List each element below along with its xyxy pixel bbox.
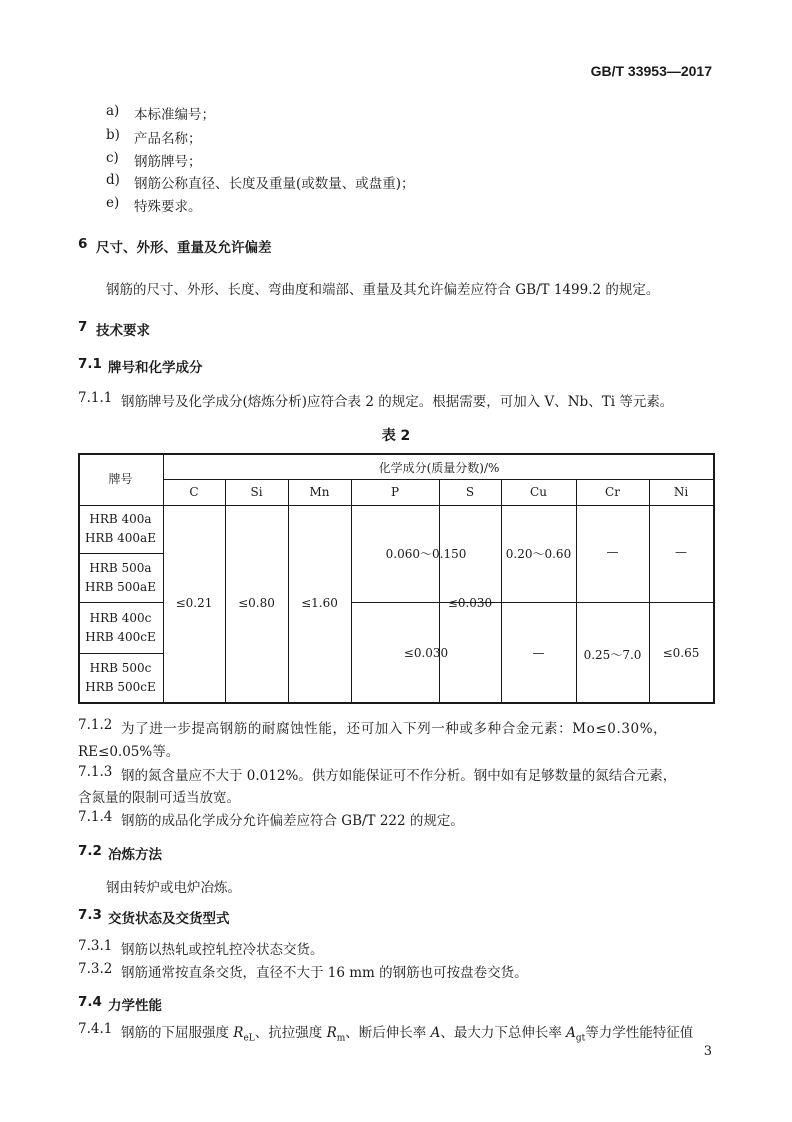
grade-hrb500ce: HRB 500cE — [85, 680, 156, 694]
section-7-3-title: 交货状态及交货型式 — [108, 911, 230, 927]
clause-7-1-2-line1: 为了进一步提高钢筋的耐腐蚀性能，还可加入下列一种或多种合金元素：Mo≤0.30%， — [121, 721, 668, 737]
table-col-line-8 — [649, 479, 650, 704]
chemical-composition-table — [78, 453, 715, 704]
table-col-mn: Mn — [309, 485, 330, 499]
symbol-r-m-sub: m — [336, 1033, 346, 1044]
section-7-1-title: 牌号和化学成分 — [108, 360, 203, 376]
clause-7-1-1-number: 7.1.1 — [78, 390, 113, 406]
section-7-title: 技术要求 — [96, 323, 150, 339]
grade-hrb500c: HRB 500c — [89, 661, 152, 675]
section-6-number: 6 — [78, 236, 88, 252]
clause-7-4-1-t1: 钢筋的下屈服强度 — [121, 1025, 234, 1041]
grade-hrb500ae: HRB 500aE — [85, 580, 156, 594]
table-col-p: P — [390, 485, 400, 499]
table-border-top — [78, 453, 715, 455]
table-header-grade: 牌号 — [108, 472, 133, 486]
symbol-a: A — [430, 1025, 441, 1041]
clause-7-4-1-t4: 、最大力下总伸长率 — [440, 1025, 567, 1041]
table-header-chemical: 化学成分(质量分数)/% — [378, 461, 500, 475]
list-item-e-label: e) — [106, 195, 120, 211]
table-rule-grade-3 — [78, 653, 163, 654]
page-number: 3 — [703, 1044, 712, 1059]
table-col-cu: Cu — [530, 485, 547, 499]
section-7-3-number: 7.3 — [78, 907, 102, 923]
symbol-r-m: R — [326, 1025, 337, 1041]
clause-7-4-1-number: 7.4.1 — [78, 1021, 113, 1037]
section-7-4-title: 力学性能 — [108, 998, 162, 1014]
clause-7-1-3-line1: 钢的氮含量应不大于 0.012%。供方如能保证可不作分析。钢中如有足够数量的氮结合元素， — [121, 768, 677, 784]
clause-7-1-3-line2: 含氮量的限制可适当放宽。 — [78, 790, 240, 806]
section-7-2-number: 7.2 — [78, 843, 102, 859]
standard-number-header: GB/T 33953—2017 — [590, 63, 712, 79]
clause-7-1-4-number: 7.1.4 — [78, 809, 113, 825]
section-7-4-number: 7.4 — [78, 994, 102, 1010]
value-ni-top: — — [675, 545, 687, 559]
list-item-b-label: b) — [106, 127, 120, 143]
list-item-d-text: 钢筋公称直径、长度及重量(或数量、或盘重)； — [134, 176, 415, 192]
value-cu-top: 0.20～0.60 — [505, 547, 572, 561]
table-caption: 表 2 — [381, 428, 411, 444]
table-col-line-6 — [501, 479, 502, 704]
clause-7-3-1-number: 7.3.1 — [78, 938, 113, 954]
value-cu-bottom: — — [532, 646, 545, 660]
grade-hrb400c: HRB 400c — [89, 611, 152, 625]
value-cr-top: — — [606, 545, 619, 559]
section-6-title: 尺寸、外形、重量及允许偏差 — [96, 240, 272, 256]
value-p-top: 0.060～0.150 — [385, 547, 467, 561]
clause-7-4-1-t2: 、抗拉强度 — [254, 1025, 327, 1041]
table-col-line-5 — [439, 479, 440, 704]
section-7-number: 7 — [78, 319, 88, 335]
value-s: ≤0.030 — [447, 596, 493, 610]
clause-7-4-1-t5: 等力学性能特征值 — [585, 1025, 694, 1041]
table-col-line-3 — [288, 479, 289, 704]
symbol-r-el: R — [233, 1025, 244, 1041]
table-col-line-4 — [351, 479, 352, 704]
table-rule-grade-2 — [78, 602, 163, 603]
table-rule-cu-ni-mid — [501, 602, 713, 603]
clause-7-3-1-text: 钢筋以热轧或控轧控冷状态交货。 — [121, 942, 324, 958]
clause-7-3-2-text: 钢筋通常按直条交货，直径不大于 16 mm 的钢筋也可按盘卷交货。 — [121, 965, 528, 981]
symbol-a-gt: A — [566, 1025, 576, 1041]
value-p-bottom: ≤0.030 — [403, 646, 449, 660]
table-border-right — [713, 453, 715, 704]
clause-7-1-3-number: 7.1.3 — [78, 764, 113, 780]
table-col-cr: Cr — [605, 485, 620, 499]
table-col-line-2 — [225, 479, 226, 704]
table-border-bottom — [78, 702, 715, 704]
value-si: ≤0.80 — [238, 596, 275, 610]
clause-7-3-2-number: 7.3.2 — [78, 961, 113, 977]
value-ni-bottom: ≤0.65 — [662, 646, 700, 660]
grade-hrb500a: HRB 500a — [89, 561, 152, 575]
section-7-1-number: 7.1 — [78, 356, 102, 372]
table-col-line-7 — [576, 479, 577, 704]
table-rule-header-bottom — [78, 505, 715, 506]
value-mn: ≤1.60 — [301, 596, 338, 610]
table-col-ni: Ni — [673, 485, 689, 499]
list-item-c-label: c) — [106, 150, 119, 166]
list-item-b-text: 产品名称； — [134, 131, 202, 147]
symbol-a-gt-sub: gt — [575, 1033, 586, 1044]
list-item-c-text: 钢筋牌号； — [134, 154, 202, 170]
grade-hrb400ce: HRB 400cE — [85, 630, 156, 644]
clause-7-1-1-text: 钢筋牌号及化学成分(熔炼分析)应符合表 2 的规定。根据需要，可加入 V、Nb、Ti 等元素。 — [121, 394, 674, 410]
list-item-a-label: a) — [106, 103, 120, 119]
clause-7-1-2-line2: RE≤0.05%等。 — [78, 744, 180, 760]
list-item-e-text: 特殊要求。 — [134, 199, 202, 215]
section-7-2-body: 钢由转炉或电炉冶炼。 — [106, 880, 241, 896]
clause-7-1-4-text: 钢筋的成品化学成分允许偏差应符合 GB/T 222 的规定。 — [121, 813, 464, 829]
value-c: ≤0.21 — [175, 596, 213, 610]
table-col-s: S — [465, 485, 475, 499]
table-col-si: Si — [250, 485, 263, 499]
grade-hrb400a: HRB 400a — [89, 512, 152, 526]
table-col-c: C — [189, 485, 199, 499]
clause-7-4-1-t3: 、断后伸长率 — [345, 1025, 431, 1041]
list-item-d-label: d) — [106, 172, 120, 188]
clause-7-1-2-number: 7.1.2 — [78, 717, 113, 733]
section-6-body: 钢筋的尺寸、外形、长度、弯曲度和端部、重量及其允许偏差应符合 GB/T 1499.2 的规定。 — [106, 282, 660, 298]
value-cr-bottom: 0.25～7.0 — [583, 648, 642, 662]
grade-hrb400ae: HRB 400aE — [85, 531, 156, 545]
section-7-2-title: 冶炼方法 — [108, 847, 162, 863]
clause-7-4-1-text — [121, 1021, 693, 1044]
table-rule-grade-1 — [78, 553, 163, 554]
list-item-a-text: 本标准编号； — [134, 107, 215, 123]
symbol-r-el-sub: eL — [243, 1033, 255, 1044]
